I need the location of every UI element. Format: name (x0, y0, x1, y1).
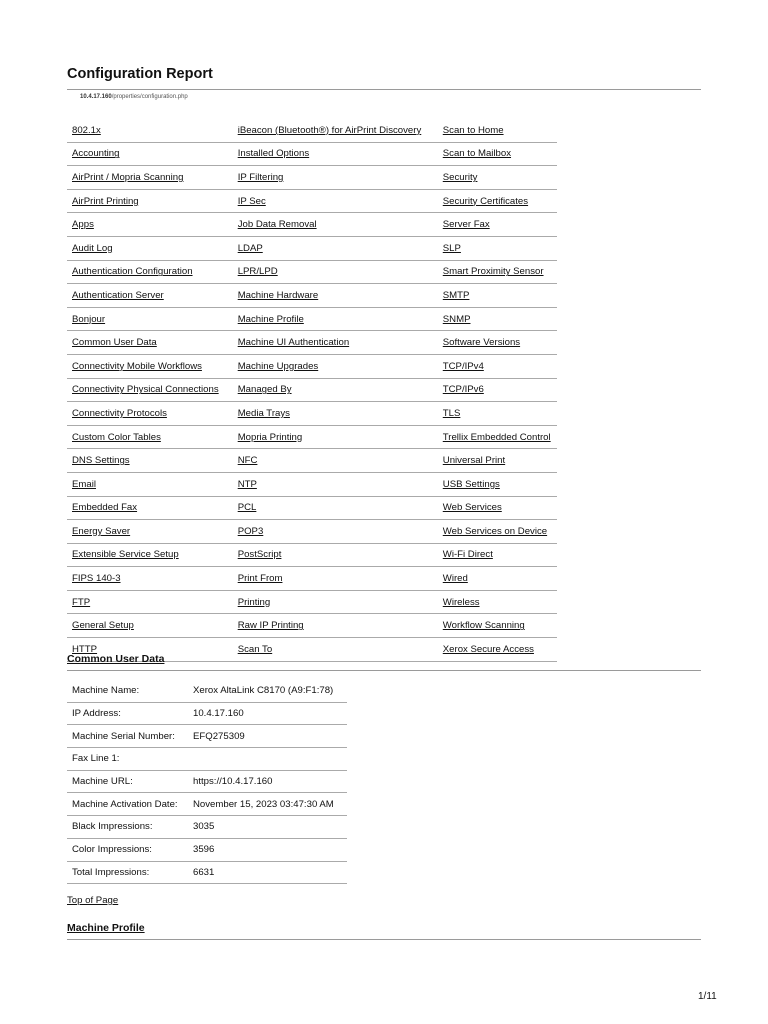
config-link[interactable]: Connectivity Mobile Workflows (72, 360, 202, 372)
link-cell (233, 472, 438, 496)
config-link[interactable]: 802.1x (72, 124, 101, 136)
config-link[interactable]: TLS (442, 407, 461, 419)
link-row (67, 590, 557, 614)
link-cell (438, 236, 557, 260)
table-row (67, 748, 347, 771)
link-cell (67, 236, 233, 260)
config-link[interactable]: Connectivity Protocols (72, 407, 167, 419)
link-cell (233, 496, 438, 520)
link-cell (233, 284, 438, 308)
config-link[interactable]: Accounting (72, 148, 120, 160)
config-link[interactable]: Audit Log (72, 242, 113, 254)
page-number: 1/11 (698, 991, 717, 1002)
link-cell (233, 614, 438, 638)
link-cell (233, 142, 438, 166)
config-link[interactable]: DNS Settings (72, 455, 130, 467)
link-row (67, 119, 557, 142)
link-cell (67, 520, 233, 544)
config-link[interactable]: Machine Upgrades (237, 360, 319, 372)
config-link[interactable]: HTTP (72, 643, 98, 655)
link-cell (67, 590, 233, 614)
link-cell (233, 119, 438, 142)
config-link[interactable]: PostScript (237, 549, 282, 561)
link-row (67, 378, 557, 402)
link-cell (233, 590, 438, 614)
config-link[interactable]: Wireless (442, 596, 480, 608)
config-link[interactable]: iBeacon (Bluetooth®) for AirPrint Discovery (237, 124, 422, 136)
link-cell (233, 236, 438, 260)
config-link[interactable]: Machine Profile (237, 313, 304, 325)
link-cell (438, 567, 557, 591)
config-link[interactable]: Energy Saver (72, 525, 131, 537)
config-link[interactable]: Scan To (237, 643, 273, 655)
link-cell (438, 496, 557, 520)
field-label: Machine Name: (67, 680, 188, 702)
link-cell (233, 402, 438, 426)
config-link[interactable]: Scan to Home (442, 124, 504, 136)
config-link[interactable]: Embedded Fax (72, 502, 138, 514)
link-row (67, 236, 557, 260)
config-link[interactable]: AirPrint Printing (72, 195, 139, 207)
link-row (67, 166, 557, 190)
link-row (67, 472, 557, 496)
link-cell (233, 307, 438, 331)
report-url-host: 10.4.17.160 (80, 94, 112, 100)
link-row (67, 567, 557, 591)
link-cell (233, 354, 438, 378)
link-cell (438, 425, 557, 449)
link-cell (438, 638, 557, 662)
config-link[interactable]: SMTP (442, 289, 470, 301)
link-cell (233, 189, 438, 213)
link-row (67, 307, 557, 331)
link-cell (67, 142, 233, 166)
link-cell (233, 449, 438, 473)
config-link[interactable]: Universal Print (442, 455, 506, 467)
link-cell (67, 567, 233, 591)
link-row (67, 614, 557, 638)
link-cell (438, 284, 557, 308)
config-link[interactable]: Connectivity Physical Connections (72, 384, 219, 396)
config-link[interactable]: SNMP (442, 313, 471, 325)
config-link[interactable]: TCP/IPv4 (442, 360, 484, 372)
link-cell (67, 119, 233, 142)
field-value: 3035 (188, 816, 347, 839)
link-cell (438, 614, 557, 638)
config-link[interactable]: PCL (237, 502, 257, 514)
link-cell (438, 142, 557, 166)
link-cell (438, 354, 557, 378)
config-link[interactable]: Printing (237, 596, 271, 608)
link-cell (67, 260, 233, 284)
link-cell (438, 402, 557, 426)
link-cell (438, 449, 557, 473)
link-cell (438, 260, 557, 284)
field-value: 3596 (188, 838, 347, 861)
link-row (67, 331, 557, 355)
config-link[interactable]: Authentication Server (72, 289, 164, 301)
link-cell (233, 166, 438, 190)
link-cell (233, 567, 438, 591)
field-value: 6631 (188, 861, 347, 884)
link-cell (233, 213, 438, 237)
table-row (67, 725, 347, 748)
link-cell (233, 520, 438, 544)
table-row (67, 680, 347, 702)
link-cell (67, 166, 233, 190)
config-link[interactable]: Workflow Scanning (442, 620, 525, 632)
field-label: Black Impressions: (67, 816, 188, 839)
config-link[interactable]: General Setup (72, 620, 134, 632)
config-link[interactable]: Bonjour (72, 313, 106, 325)
field-label: Color Impressions: (67, 838, 188, 861)
config-link[interactable]: Authentication Configuration (72, 266, 193, 278)
section-heading-machine-profile[interactable]: Machine Profile (67, 922, 145, 934)
config-link[interactable]: NFC (237, 455, 258, 467)
page-title: Configuration Report (67, 66, 213, 82)
config-link[interactable]: Print From (237, 573, 283, 585)
link-cell (438, 119, 557, 142)
config-link[interactable]: FTP (72, 596, 91, 608)
link-cell (438, 213, 557, 237)
config-link[interactable]: TCP/IPv6 (442, 384, 484, 396)
link-row (67, 354, 557, 378)
config-link[interactable]: Xerox Secure Access (442, 643, 534, 655)
field-value: https://10.4.17.160 (188, 770, 347, 793)
report-url (80, 94, 188, 100)
field-label: IP Address: (67, 702, 188, 725)
report-url-path: /properties/configuration.php (111, 94, 188, 100)
link-cell (438, 472, 557, 496)
config-links-table (67, 119, 557, 662)
config-link[interactable]: Web Services (442, 502, 502, 514)
config-link[interactable]: LPR/LPD (237, 266, 278, 278)
link-cell (233, 260, 438, 284)
config-link[interactable]: Web Services on Device (442, 525, 548, 537)
link-cell (67, 284, 233, 308)
link-cell (233, 425, 438, 449)
link-cell (67, 213, 233, 237)
table-row (67, 793, 347, 816)
config-link[interactable]: Trellix Embedded Control (442, 431, 551, 443)
link-cell (67, 472, 233, 496)
link-cell (233, 638, 438, 662)
config-link[interactable]: Common User Data (72, 337, 157, 349)
link-cell (438, 189, 557, 213)
link-cell (438, 331, 557, 355)
config-link[interactable]: Machine Hardware (237, 289, 319, 301)
config-link[interactable]: Wired (442, 573, 468, 585)
config-link[interactable]: Extensible Service Setup (72, 549, 179, 561)
table-row (67, 861, 347, 884)
link-cell (67, 331, 233, 355)
link-row (67, 543, 557, 567)
link-cell (67, 496, 233, 520)
field-label: Machine Serial Number: (67, 725, 188, 748)
config-link[interactable]: POP3 (237, 525, 264, 537)
link-row (67, 449, 557, 473)
link-cell (67, 402, 233, 426)
config-link[interactable]: USB Settings (442, 478, 500, 490)
link-cell (233, 378, 438, 402)
config-link[interactable]: Security Certificates (442, 195, 529, 207)
config-link[interactable]: Machine UI Authentication (237, 337, 350, 349)
link-cell (67, 543, 233, 567)
link-cell (67, 449, 233, 473)
link-row (67, 402, 557, 426)
config-link[interactable]: Custom Color Tables (72, 431, 161, 443)
config-link[interactable]: Media Trays (237, 407, 290, 419)
link-row (67, 520, 557, 544)
config-link[interactable]: IP Filtering (237, 171, 284, 183)
link-row (67, 142, 557, 166)
field-value: November 15, 2023 03:47:30 AM (188, 793, 347, 816)
field-label: Machine URL: (67, 770, 188, 793)
link-row (67, 496, 557, 520)
link-cell (67, 354, 233, 378)
link-cell (438, 590, 557, 614)
link-cell (438, 307, 557, 331)
config-link[interactable]: Software Versions (442, 337, 521, 349)
link-cell (67, 189, 233, 213)
config-link[interactable]: Security (442, 171, 478, 183)
field-value (188, 748, 347, 771)
field-label: Machine Activation Date: (67, 793, 188, 816)
link-row (67, 189, 557, 213)
link-cell (233, 331, 438, 355)
config-link[interactable]: AirPrint / Mopria Scanning (72, 171, 184, 183)
table-row (67, 816, 347, 839)
field-value: EFQ275309 (188, 725, 347, 748)
link-cell (438, 166, 557, 190)
field-label: Total Impressions: (67, 861, 188, 884)
section-heading-common-user-data[interactable]: Common User Data (67, 653, 165, 665)
section-divider (67, 939, 701, 940)
field-value: 10.4.17.160 (188, 702, 347, 725)
link-cell (438, 520, 557, 544)
section-divider (67, 670, 701, 671)
link-row (67, 425, 557, 449)
config-link[interactable]: Wi-Fi Direct (442, 549, 493, 561)
config-link[interactable]: Installed Options (237, 148, 310, 160)
table-row (67, 838, 347, 861)
config-link[interactable]: Managed By (237, 384, 292, 396)
config-link[interactable]: Mopria Printing (237, 431, 303, 443)
config-link[interactable]: LDAP (237, 242, 263, 254)
title-divider (67, 89, 701, 90)
field-value: Xerox AltaLink C8170 (A9:F1:78) (188, 680, 347, 702)
link-cell (67, 307, 233, 331)
config-link[interactable]: FIPS 140-3 (72, 573, 121, 585)
config-link[interactable]: Apps (72, 219, 94, 231)
link-cell (233, 543, 438, 567)
config-link[interactable]: Email (72, 478, 96, 490)
link-row (67, 213, 557, 237)
config-link[interactable]: Raw IP Printing (237, 620, 304, 632)
config-link[interactable]: Job Data Removal (237, 219, 317, 231)
link-cell (438, 543, 557, 567)
link-cell (438, 378, 557, 402)
link-cell (67, 425, 233, 449)
config-link[interactable]: Server Fax (442, 219, 490, 231)
config-link[interactable]: SLP (442, 242, 461, 254)
config-link[interactable]: NTP (237, 478, 257, 490)
link-cell (67, 378, 233, 402)
config-link[interactable]: Smart Proximity Sensor (442, 266, 544, 278)
link-cell (67, 614, 233, 638)
top-of-page-link[interactable]: Top of Page (67, 895, 119, 906)
config-link[interactable]: Scan to Mailbox (442, 148, 512, 160)
field-label: Fax Line 1: (67, 748, 188, 771)
config-link[interactable]: IP Sec (237, 195, 266, 207)
link-row (67, 260, 557, 284)
table-row (67, 770, 347, 793)
table-row (67, 702, 347, 725)
common-user-data-table (67, 680, 347, 884)
link-row (67, 284, 557, 308)
